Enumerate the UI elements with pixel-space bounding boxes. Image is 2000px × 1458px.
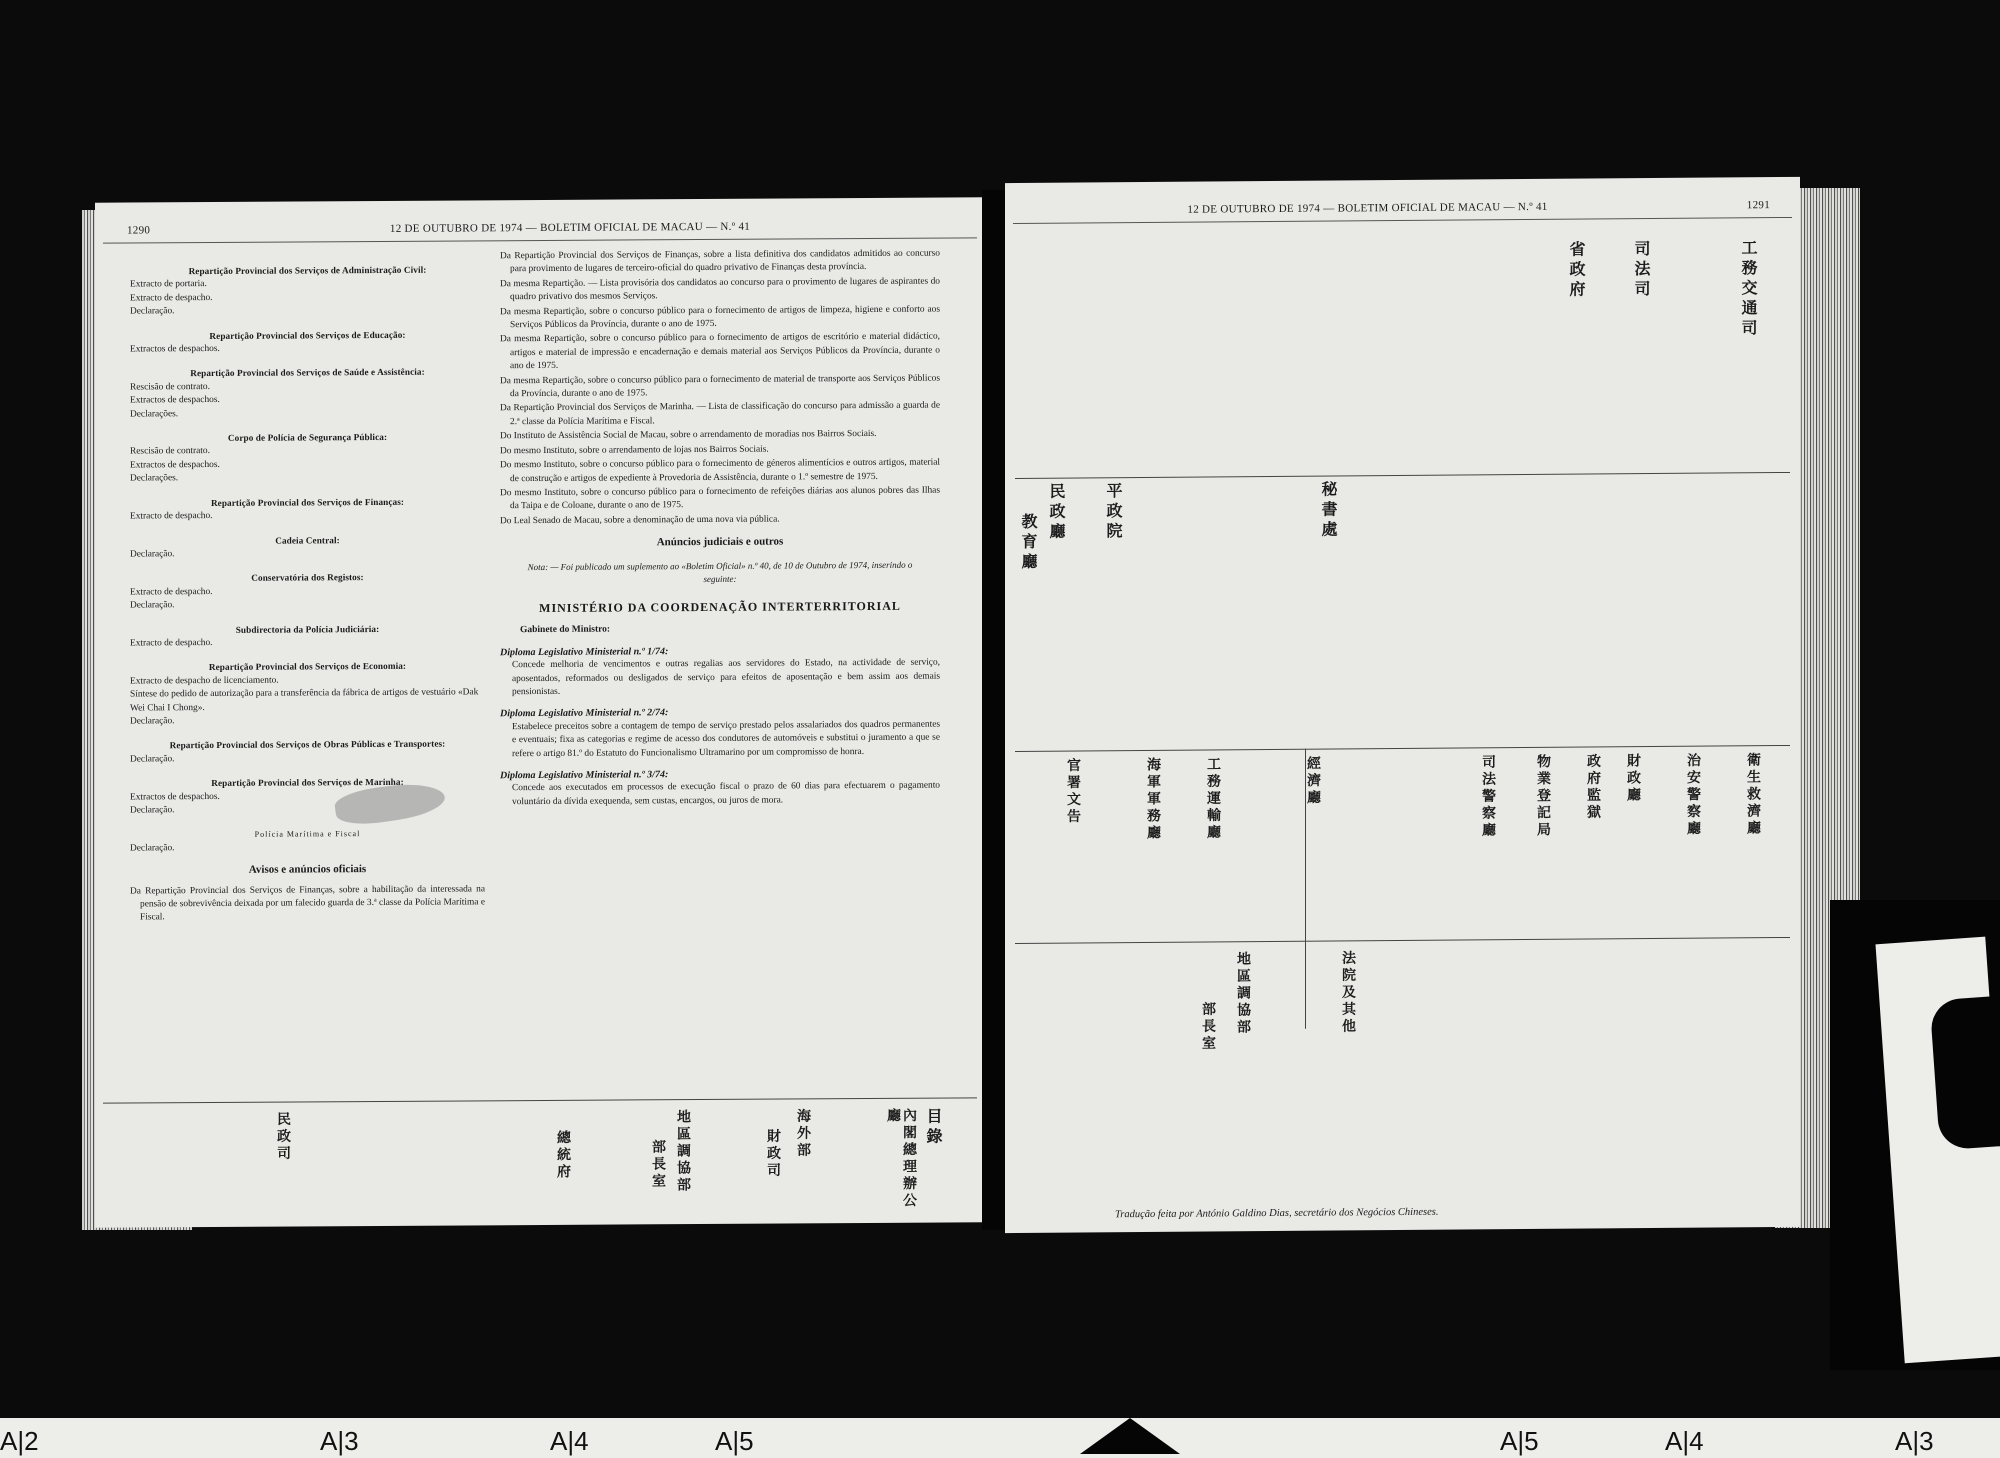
announcement-item: Do Leal Senado de Macau, sobre a denominação de uma nova via pública. [500, 514, 780, 526]
obras-publicas-heading: 工務交通司 [1739, 239, 1758, 340]
coordenacao-heading: 地區調協部 [675, 1109, 691, 1195]
ministry-title: MINISTÉRIO DA COORDENAÇÃO INTERTERRITORIAL [539, 599, 901, 616]
mulu-heading: 目錄 [924, 1107, 943, 1148]
diploma-title: Diploma Legislativo Ministerial n.º 1/74: [500, 645, 669, 658]
film-mark: A|2 [0, 1426, 39, 1456]
announcement-item: Do Instituto de Assistência Social de Macau, sobre o arrendamento de moradias nos Bairros Sociais. [500, 429, 877, 442]
office-entry: Declaração. [130, 600, 175, 611]
bottom-section-rule [103, 1097, 977, 1103]
suplemento-note: Nota: — Foi publicado um suplemento ao «Boletim Oficial» n.º 40, de 10 de Outubro de 1974, inserindo o seguinte: [527, 559, 913, 584]
coordenacao-right-heading: 地區調協部 [1235, 951, 1251, 1037]
administracao-civil-heading: 民政司 [275, 1111, 291, 1163]
pj-heading: 司法警察廳 [1480, 754, 1496, 840]
psp-heading: 治安警察廳 [1685, 752, 1701, 838]
row-rule-1 [1015, 472, 1790, 479]
office-entry: Declaração. [130, 754, 175, 765]
gabinete-ministro-heading: 部長室 [650, 1139, 666, 1191]
justica-heading: 司法司 [1632, 240, 1651, 301]
left-page-number: 1290 [127, 224, 151, 237]
left-running-head [95, 219, 985, 237]
office-heading: Repartição Provincial dos Serviços de Marinha: [211, 777, 404, 789]
announcement-item: Do mesmo Instituto, sobre o concurso público para o fornecimento de géneros alimentícios e outros artigos, material de construção e artigos de expediente à Provedoria de Assistência, durante o 1.º semestre de 1975. [500, 457, 940, 484]
row-rule-3 [1015, 937, 1790, 944]
marinha-heading: 海軍軍務廳 [1145, 756, 1161, 843]
registos-heading: 物業登記局 [1535, 753, 1551, 839]
film-mark: A|3 [320, 1426, 359, 1456]
financas-heading: 財政司 [765, 1128, 781, 1180]
tribunais-heading: 法院及其他 [1340, 950, 1356, 1036]
cabinet-heading: 內閣總理辦公廳 [885, 1107, 917, 1210]
office-heading: Repartição Provincial dos Serviços de Finanças: [210, 496, 405, 508]
presidencia-heading: 總統府 [555, 1129, 571, 1181]
governo-heading: 省政府 [1567, 240, 1586, 301]
anuncios-title: Anúncios judiciais e outros [656, 535, 784, 549]
office-heading: Conservatória dos Registos: [251, 572, 364, 584]
office-entry: Extractos de despachos. [130, 459, 220, 471]
right-running-head [1005, 199, 1800, 216]
row-rule-2 [1015, 745, 1790, 752]
educacao-heading: 教育廳 [1019, 512, 1038, 574]
administrativo-heading: 平政院 [1104, 482, 1123, 543]
diploma-title: Diploma Legislativo Ministerial n.º 2/74: [500, 707, 669, 720]
office-heading: Repartição Provincial dos Serviços de Obras Públicas e Transportes: [169, 738, 446, 751]
office-heading: Repartição Provincial dos Serviços de Educação: [209, 329, 406, 341]
office-entry: Declaração. [130, 306, 175, 317]
transportes-heading: 工務運輸廳 [1205, 756, 1221, 842]
film-mark: A|3 [1895, 1426, 1934, 1456]
office-entry: Declaração. [130, 549, 175, 560]
office-entry: Extractos de despachos. [130, 791, 220, 803]
film-margin [0, 1418, 2000, 1458]
announcement-item: Da mesma Repartição, sobre o concurso público para o fornecimento de material de transporte aos Serviços Públicos da Província, durante o ano de 1975. [500, 373, 940, 400]
right-running-title: 12 DE OUTUBRO DE 1974 — BOLETIM OFICIAL DE MACAU — N.º 41 [1187, 200, 1548, 216]
office-entry: Rescisão de contrato. [130, 381, 210, 393]
office-entry: Extracto de despacho. [130, 292, 213, 304]
gabinete-heading: Gabinete do Ministro: [520, 624, 611, 636]
office-heading: Subdirectoria da Polícia Judiciária: [235, 623, 380, 635]
gabinete-right-heading: 部長室 [1200, 1001, 1216, 1053]
avisos-text: Da Repartição Provincial dos Serviços de Finanças, sobre a habilitação da interessada na pensão de sobrevivência deixada por um falecido guarda de 3.ª classe da Polícia Marítima e Fiscal. [130, 883, 485, 923]
cadeia-heading: 政府監獄 [1585, 753, 1601, 822]
office-entry: Extractos de despachos. [130, 343, 220, 355]
diploma-title: Diploma Legislativo Ministerial n.º 3/74: [500, 769, 669, 782]
announcement-item: Da mesma Repartição, sobre o concurso público para o fornecimento de artigos de escritório e material didáctico, artigos e material de impressão e encadernação e demais material aos Serviços Públicos da Província, durante o ano de 1975. [500, 331, 940, 372]
diploma-list [500, 643, 940, 809]
office-entry: Síntese do pedido de autorização para a transferência da fábrica de artigos de vestuário «Dak Wei Chai I Chong». [130, 687, 479, 714]
civil-heading: 民政廳 [1047, 482, 1066, 543]
office-entry: Rescisão de contrato. [130, 446, 210, 457]
right-index-column [500, 248, 940, 810]
announcement-list [500, 248, 940, 529]
ultramar-heading: 海外部 [795, 1108, 811, 1160]
office-entry: Extractos de despachos. [130, 395, 220, 406]
announcement-item: Da mesma Repartição. — Lista provisória dos candidatos ao concurso para o provimento de lugares de aspirantes do quadro privativo dos mesmos Serviços. [500, 276, 940, 303]
office-heading: Repartição Provincial dos Serviços de Saúde e Assistência: [190, 367, 425, 379]
diploma-summary: Concede melhoria de vencimentos e outras regalias aos servidores do Estado, na actividade de serviço, aposentados, reformados ou desligados de serviço para efeitos de aposentação e bem assim aos demais pensionistas. [512, 657, 940, 698]
economia-heading: 經濟廳 [1305, 755, 1321, 807]
film-mark: A|4 [1665, 1426, 1704, 1456]
saude-heading: 衛生救濟廳 [1745, 752, 1761, 838]
book-spine [982, 190, 1006, 1230]
left-page [95, 197, 985, 1227]
office-heading: Corpo de Polícia de Segurança Pública: [227, 431, 388, 443]
announcement-item: Da Repartição Provincial dos Serviços de Marinha. — Lista de classificação do concurso para admissão a guarda de 2.ª classe da Polícia Marítima e Fiscal. [500, 401, 940, 428]
office-entry: Declaração. [130, 805, 175, 816]
office-entry: Extracto de despacho de licenciamento. [130, 675, 279, 687]
film-mark: A|5 [1500, 1426, 1539, 1456]
office-heading: Cadeia Central: [275, 534, 340, 546]
office-entry: Declarações. [130, 473, 179, 484]
policia-maritima-heading: Polícia Marítima e Fiscal [254, 829, 361, 840]
right-page [1005, 177, 1800, 1233]
right-page-number: 1291 [1746, 199, 1770, 212]
avisos-title: Avisos e anúncios oficiais [248, 863, 367, 876]
film-mark: A|4 [550, 1426, 589, 1456]
offices-list [130, 263, 485, 818]
office-entry: Declaração. [130, 716, 175, 727]
announcement-item: Da Repartição Provincial dos Serviços de Finanças, sobre a lista definitiva dos candidatos admitidos ao concurso para provimento de lugares de terceiro-oficial do quadro privativo de Finanças desta província. [500, 248, 940, 275]
office-heading: Repartição Provincial dos Serviços de Economia: [208, 661, 407, 673]
film-triangle-mark [1080, 1418, 1180, 1454]
avisos-oficiais-heading: 官署文告 [1065, 757, 1081, 826]
header-rule [103, 237, 977, 243]
film-mark: A|5 [715, 1426, 754, 1456]
left-running-title: 12 DE OUTUBRO DE 1974 — BOLETIM OFICIAL DE MACAU — N.º 41 [389, 220, 751, 235]
announcement-item: Da mesma Repartição, sobre o concurso público para o fornecimento de artigos de limpeza, higiene e conforto aos Serviços Públicos da Província, durante o ano de 1975. [500, 304, 940, 331]
target-glyph [1930, 994, 2000, 1150]
announcement-item: Do mesmo Instituto, sobre o concurso público para o fornecimento de refeições diárias aos alunos pobres das Ilhas da Taipa e de Coloane, durante o ano de 1975. [500, 485, 940, 512]
office-entry: Extracto de despacho. [130, 637, 213, 649]
translation-note: Tradução feita por António Galdino Dias, secretário dos Negócios Chineses. [1115, 1206, 1439, 1221]
announcement-item: Do mesmo Instituto, sobre o arrendamento de lojas nos Bairros Sociais. [500, 444, 769, 456]
diploma-summary: Concede aos executados em processos de execução fiscal o prazo de 60 dias para efectuarem o pagamento voluntário da dívida exequenda, sem custas, encargos, ou juros de mora. [512, 780, 940, 807]
office-entry: Extracto de despacho. [130, 586, 213, 598]
header-rule-right [1013, 217, 1792, 224]
office-entry: Extracto de despacho. [130, 511, 213, 522]
policia-entry: Declaração. [130, 843, 175, 854]
left-index-column [130, 252, 485, 926]
financas-right-heading: 財政廳 [1625, 753, 1641, 805]
office-heading: Repartição Provincial dos Serviços de Administração Civil: [188, 264, 427, 277]
diploma-summary: Estabelece preceitos sobre a contagem de tempo de serviço prestado pelos assalariados dos quadros permanentes e eventuais; fixa as categorias e regime de acesso dos condutores de automóveis e substitui o juramento a que se refere o artigo 81.º do Estatuto do Funcionalismo Ultramarino por um compromisso de honra. [512, 719, 940, 759]
secretaria-heading: 秘書處 [1319, 480, 1338, 541]
office-entry: Extracto de portaria. [130, 279, 207, 290]
office-entry: Declarações. [130, 408, 179, 420]
